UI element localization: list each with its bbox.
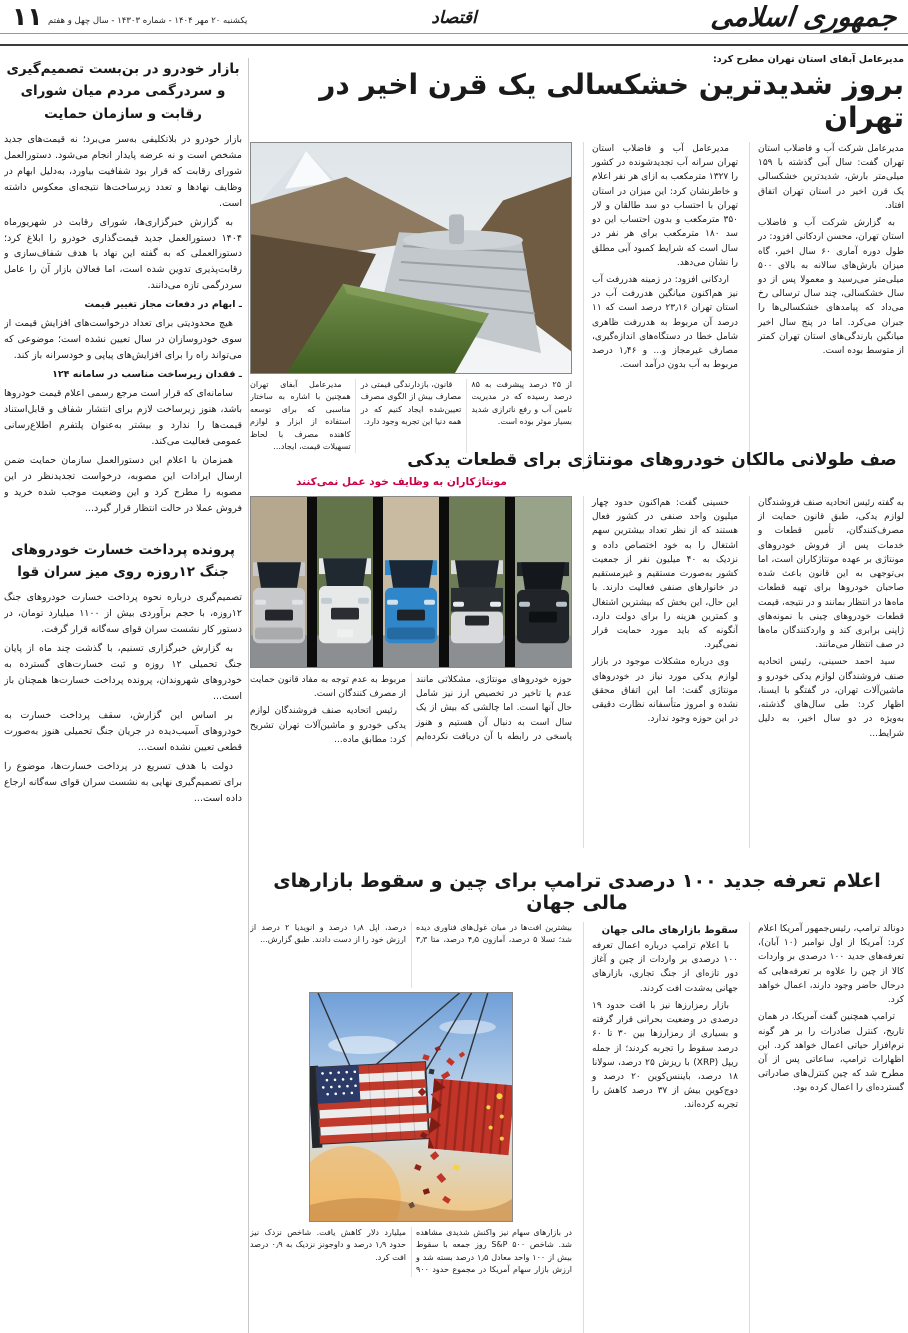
car-collage-photo — [250, 496, 572, 668]
header-rule-thin — [0, 33, 908, 34]
body-paragraph: بازار خودرو در بلاتکلیفی به‌سر می‌برد؛ نه قیمت‌های جدید مشخص است و نه عرضه پایدار انجام می‌شود. دستورالعمل شورای رقابت که قرار بود شفافیت بیاورد، به‌دلیل ابهام در وظایف نهادها و تعدد زیرساخت‌ها نتیجه‌ای معکوس داشته است. — [4, 133, 242, 209]
body-paragraph: سید احمد حسینی، رئیس اتحادیه صنف فروشندگان لوازم یدکی خودرو و ماشین‌آلات تهران، در گفتگو با ایسنا، اظهار کرد: طی سال‌های گذشته، به‌ویژه در دو سال اخیر، به دلیل شرایط... — [758, 657, 904, 739]
article-tariff — [250, 870, 904, 1333]
text-column — [749, 142, 904, 472]
body-paragraph: وی درباره مشکلات موجود در بازار لوازم یدکی مورد نیاز در خودروهای مونتاژی گفت: اما این اتفاق محقق نشده و امروز متأسفانه نظارت دقیقی در این حوزه وجود ندارد. — [592, 657, 738, 725]
article-headline: صف طولانی مالکان خودروهای مونتاژی برای قطعات یدکی — [407, 450, 897, 470]
article-car-market — [4, 58, 242, 517]
us-china-containers-photo — [309, 992, 513, 1222]
body-paragraph: دولت با هدف تسریع در پرداخت خسارت‌ها، موضوع را برای تصمیم‌گیری نهایی به نشست سران قوای سه‌گانه ارجاع داده است... — [4, 760, 242, 804]
body-paragraph: بیشترین افت‌ها در میان غول‌های فناوری دیده شد؛ تسلا ۵ درصد، آمازون ۴٫۵ درصد، متا ۳٫۳ درصد، اپل ۱٫۸ درصد و انویدیا ۲ درصد از ارزش خود را از دست دادند. طبق گزارش... — [250, 923, 572, 945]
photo-and-text-column — [250, 922, 572, 1333]
body-paragraph: بازار رمزارزها نیز با افت حدود ۱۹ درصدی در وضعیت بحرانی قرار گرفته و بسیاری از رمزارزها بین ۳۰ تا ۶۰ درصد سقوط را تجربه کردند؛ از جمله ریپل (XRP) با ریزش ۲۵ درصد، سولانا ۱۸ درصد، بایننس‌کوین ۲۰ درصد و دوج‌کوین بیش از ۳۷ درصد کاهش را تجربه کرده‌اند. — [592, 1000, 738, 1111]
article-red-subhead: مونتاژکاران به وظایف خود عمل نمی‌کنند — [296, 476, 507, 488]
article-war-damages — [4, 539, 242, 807]
page-number: ۱۱ — [12, 2, 43, 31]
body-paragraph: تصمیم‌گیری درباره نحوه پرداخت خسارت خودروهای جنگ ۱۲روزه، با حجم برآوردی بیش از ۱۱۰۰ میلیارد تومان، در دستور کار نشست سران قوای سه‌گانه قرار گرفت. — [4, 592, 242, 636]
text-column — [583, 496, 738, 848]
body-paragraph: از ۲۵ درصد پیشرفت به ۸۵ درصد رسیده که در مدیریت تامین آب و رفع ناترازی شدید بسیار موثر بوده است. — [471, 380, 572, 427]
main-area — [250, 50, 904, 1333]
body-paragraph: دونالد ترامپ، رئیس‌جمهور آمریکا اعلام کرد: آمریکا از اول نوامبر (۱۰ آبان)، تعرفه‌های جدید ۱۰۰ درصدی بر واردات کالا از چین را علاوه بر تعرفه‌هایی که درحال حاضر وجود دارند، اعمال خواهد کرد. — [758, 924, 904, 1006]
body-paragraph: حوزه خودروهای مونتاژی، مشکلاتی مانند عدم یا تاخیر در تخصیص ارز نیز شامل حال آنها است. اما چالشی که بیش از یک سال است به دنبال آن هستیم و هنوز پاسخی در رابطه با آن دریافت نکرده‌ایم مربوط به عدم توجه به مفاد قانون حمایت از مصرف کنندگان است. — [250, 675, 572, 742]
photo-and-text-column — [250, 496, 572, 848]
text-column — [583, 922, 738, 1333]
body-paragraph: ترامپ همچنین گفت آمریکا، در همان تاریخ، کنترل صادرات را بر هر گونه نرم‌افزار حیاتی اعمال خواهد کرد. این اظهارات ترامپ، ساعاتی پس از آن مطرح شد که چین کنترل‌های صادراتی گسترده‌ای را اعمال کرده بود. — [758, 1012, 904, 1094]
subcolumns-text — [250, 922, 572, 988]
newspaper-logo: جمهوری اسلامی — [708, 2, 898, 33]
article-headline: اعلام تعرفه جدید ۱۰۰ درصدی ترامپ برای چین و سقوط بازارهای مالی جهان — [273, 870, 881, 914]
body-paragraph: قانون، بازدارندگی قیمتی در مصارف بیش از الگوی مصرف تعیین‌شده ایجاد کنیم که در همه دنیا این تجربه وجود دارد. — [360, 380, 462, 427]
article-drought — [250, 54, 904, 451]
body-paragraph: بر اساس این گزارش، سقف پرداخت خسارت به خودروهای آسیب‌دیده در جریان جنگ تحمیلی هنوز به‌صورت قطعی تعیین نشده است... — [4, 709, 242, 753]
subcolumns-text — [250, 673, 572, 747]
article-spare-parts — [250, 450, 904, 862]
bullet-line: ـ فقدان زیرساخت مناسب در سامانه ۱۲۴ — [52, 369, 242, 381]
body-paragraph: مدیرعامل آب و فاضلاب استان تهران سرانه آب تجدیدشونده در کشور را ۱۳۲۷ مترمکعب به ازای هر نفر اعلام و خاطرنشان کرد: این میزان در استان تهران با احتساب دو سد طالقان و لار ۳۵۰ مترمکعب و بدون احتساب این دو سد ۱۸۰ مترمکعب برای هر نفر در سال است که شرایط کمبود آبی مطلق را نشان می‌دهد. — [592, 144, 738, 268]
inline-subhead: سقوط بازارهای مالی جهان — [601, 925, 738, 936]
article-kicker: مدیرعامل آبفای استان تهران مطرح کرد: — [712, 54, 904, 65]
body-paragraph: با اعلام ترامپ درباره اعمال تعرفه ۱۰۰ درصدی بر واردات از چین و آغاز دور تازه‌ای از جنگ تجاری، بازارهای جهانی به‌شدت افت کردند. — [592, 941, 738, 994]
body-paragraph: اردکانی افزود: در زمینه هدررفت آب نیز هم‌اکنون میانگین هدررفت آب در استان تهران ۲۳٫۱۶ درصد است که ۱۱ درصد آن مربوط به هدررفت ظاهری شامل خطا در دستگاه‌های اندازه‌گیری، مصارف غیرمجاز و... و ۱٫۴۶ درصد مربوط به آب بدون درآمد است. — [592, 274, 738, 371]
body-paragraph: مدیرعامل شرکت آب و فاضلاب استان تهران گفت: سال آبی گذشته با ۱۵۹ میلی‌متر بارش، شدیدترین خشکسالی یک قرن اخیر در استان تهران اتفاق افتاد. — [758, 144, 904, 211]
date-line: یکشنبه ۲۰ مهر ۱۴۰۴ - شماره ۱۴۳۰۳ - سال چهل و هفتم — [48, 16, 248, 26]
text-column — [749, 496, 904, 848]
header-rule-thick — [0, 44, 908, 46]
sidebar-divider — [248, 58, 249, 1333]
body-paragraph: سامانه‌ای که قرار است مرجع رسمی اعلام قیمت خودروها باشد، هنوز زیرساخت لازم برای انتشار شفاف و قابل‌استناد قیمت‌ها را ندارد و بیشتر به‌عنوان پلتفرم اطلاع‌رسانی عمومی فعالیت می‌کند. — [4, 388, 242, 447]
section-title: اقتصاد — [431, 8, 477, 28]
bullet-line: ـ ابهام در دفعات مجاز تغییر قیمت — [84, 299, 242, 311]
photo-and-text-column — [250, 142, 572, 472]
article-headline: بازار خودرو در بن‌بست تصمیم‌گیری و سردرگمی مردم میان شورای رقابت و سازمان حمایت — [6, 61, 240, 122]
body-paragraph: در بازارهای سهام نیز واکنش شدیدی مشاهده شد. شاخص S&P ۵۰۰ روز جمعه با سقوط بیش از ۱۰۰ واحد معادل ۱٫۵ درصد بسته شد و ارزش بازار سهام آمریکا در مجموع حدود ۹۰۰ میلیارد دلار کاهش یافت. شاخص نزدک نیز حدود ۱٫۹ درصد و داوجونز نزدیک به ۰٫۹ درصد افت کرد. — [250, 1228, 572, 1275]
body-paragraph: مدیرعامل آبفای تهران همچنین با اشاره به ساختار مناسبی که برای توسعه استفاده از ابزار و لوازم کاهنده مصرف با لحاظ تسهیلات قیمت، ایجاد... — [250, 380, 351, 451]
subcolumns-text — [250, 379, 572, 453]
body-paragraph: رئیس اتحادیه صنف فروشندگان لوازم یدکی خودرو و ماشین‌آلات تهران تشریح کرد: مطابق ماده... — [250, 706, 406, 745]
body-paragraph: همزمان با اعلام این دستورالعمل سازمان حمایت ضمن ارسال ایرادات این مصوبه، درخواست تجدیدنظر در این مصوبه را مطرح کرد و این وضعیت موجب شده خرید و فروش عملا در حالت انتظار قرار گیرد... — [4, 454, 242, 514]
body-paragraph: حسینی گفت: هم‌اکنون حدود چهار میلیون واحد صنفی در کشور فعال هستند که از نظر تعداد بیشترین سهم اشتغال را به خود اختصاص داده و نزدیک به ۴۰ میلیون نفر از جمعیت کشور به‌صورت مستقیم و غیرمستقیم در خانوارهای صنفی فعالیت دارند. با این حال، این بخش که بیشترین اشتغال و کمترین هزینه را برای دولت دارد، آنگونه که باید مورد حمایت قرار نمی‌گیرد. — [592, 498, 738, 651]
page-header — [0, 0, 908, 48]
subcolumns-text — [250, 1227, 572, 1277]
body-paragraph: به گزارش خبرگزاری تسنیم، با گذشت چند ماه از پایان جنگ تحمیلی ۱۲ روزه و ثبت خسارت‌های گسترده به خودروهای شهروندان، پرونده پرداخت خسارت‌ها همچنان باز است... — [4, 643, 242, 702]
text-column — [583, 142, 738, 472]
dam-reservoir-photo — [250, 142, 572, 374]
body-paragraph: به گزارش خبرگزاری‌ها، شورای رقابت در شهریورماه ۱۴۰۴ دستورالعمل جدید قیمت‌گذاری خودرو را ابلاغ کرد؛ دستورالعملی که به گفته این نهاد با هدف شفاف‌سازی و رقابت‌پذیری تدوین شده است، اما فعالان بازار آن را عامل سردرگمی تازه می‌دانند. — [4, 216, 242, 292]
text-column — [749, 922, 904, 1333]
body-paragraph: هیچ محدودیتی برای تعداد درخواست‌های افزایش قیمت از سوی خودروسازان در سال تعیین نشده است؛ موضوعی که می‌تواند راه را برای افزایش‌های پیاپی و خودسرانه باز کند. — [4, 318, 242, 362]
page-content — [0, 50, 908, 1333]
body-paragraph: به گفته رئیس اتحادیه صنف فروشندگان لوازم یدکی، طبق قانون حمایت از مصرف‌کنندگان، تأمین قطعات و خدمات پس از فروش خودروهای مونتاژی بر عهده مونتاژکاران است، اما بی‌توجهی به این قانون باعث شده صاحبان خودروها برای تهیه قطعات ماه‌ها در انتظار بمانند و در نتیجه، قیمت قطعات خودروهای چینی با نمونه‌های ژاپنی برابری کند و واردکنندگان ماه‌ها در صف انتظار می‌مانند. — [758, 498, 904, 651]
sidebar — [4, 58, 242, 1333]
article-headline: بروز شدیدترین خشکسالی یک قرن اخیر در تهران — [319, 68, 904, 134]
body-paragraph: به گزارش شرکت آب و فاضلاب استان تهران، محسن اردکانی افزود: در طول دوره آماری ۶۰ سال اخیر، گاه میزان بارش‌های سالانه به بالای ۵۰۰ میلی‌متر می‌رسید و معمولا پس از دو سال خشکسالی، چند سال ترسالی رخ می‌داد که پیامدهای خشکسالی‌ها را جبران می‌کرد. اما در پنج سال اخیر میانگین بارندگی‌های استان تهران کمتر از متوسط بوده است. — [758, 218, 904, 357]
article-headline: پرونده پرداخت خسارت خودروهای جنگ ۱۲روزه روی میز سران قوا — [11, 541, 235, 580]
